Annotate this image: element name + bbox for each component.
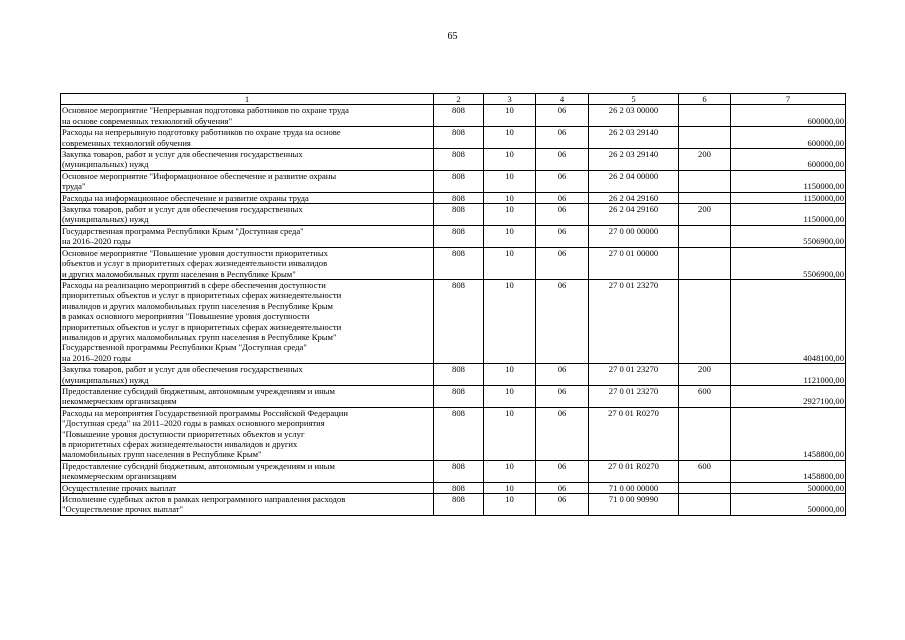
item-name: Расходы на информационное обеспечение и развитие охраны труда (61, 192, 434, 203)
expense-type-code (679, 105, 731, 127)
amount: 1150000,00 (731, 170, 846, 192)
item-name: Расходы на мероприятия Государственной программы Российской Федерации "Доступная среда" на 2011–2020 годы в рамках основного мероприятия "Повышение уровня доступности приоритетных объектов и услуг в приоритетных сферах жизнедеятельности инвалидов и других маломобильных групп населения в Республике Крым" (61, 407, 434, 460)
ministry-code: 808 (434, 170, 484, 192)
expense-type-code (679, 407, 731, 460)
item-name: Расходы на реализацию мероприятий в сфере обеспечения доступности приоритетных объектов и услуг в приоритетных сферах жизнедеятельности инвалидов и других маломобильных групп населения в Республике Крым в рамках основного мероприятия "Повышение уровня доступности приоритетных объектов и услуг в приоритетных сферах жизнедеятельности инвалидов и других маломобильных групп населения в Республике Крым" Государственной программы Республики Крым "Доступная среда" на 2016–2020 годы (61, 279, 434, 363)
amount: 4048100,00 (731, 279, 846, 363)
ministry-code: 808 (434, 482, 484, 493)
table-row (61, 192, 846, 203)
ministry-code: 808 (434, 127, 484, 149)
section-code: 10 (484, 204, 536, 226)
header-cell: 3 (484, 94, 536, 105)
expense-type-code (679, 279, 731, 363)
target-article-code: 26 2 04 29160 (589, 204, 679, 226)
target-article-code: 71 0 00 90990 (589, 494, 679, 516)
target-article-code: 27 0 01 R0270 (589, 407, 679, 460)
expense-type-code: 600 (679, 385, 731, 407)
table-row (61, 170, 846, 192)
target-article-code: 26 2 03 29140 (589, 127, 679, 149)
section-code: 10 (484, 460, 536, 482)
expense-type-code: 200 (679, 204, 731, 226)
subsection-code: 06 (536, 407, 589, 460)
header-cell: 4 (536, 94, 589, 105)
expense-type-code (679, 494, 731, 516)
amount: 600000,00 (731, 149, 846, 171)
target-article-code: 27 0 01 23270 (589, 385, 679, 407)
expense-type-code: 600 (679, 460, 731, 482)
item-name: Исполнение судебных актов в рамках непрограммного направления расходов "Осуществление прочих выплат" (61, 494, 434, 516)
expense-type-code (679, 127, 731, 149)
amount: 2927100,00 (731, 385, 846, 407)
ministry-code: 808 (434, 494, 484, 516)
subsection-code: 06 (536, 204, 589, 226)
subsection-code: 06 (536, 170, 589, 192)
table-row (61, 204, 846, 226)
section-code: 10 (484, 407, 536, 460)
subsection-code: 06 (536, 192, 589, 203)
ministry-code: 808 (434, 192, 484, 203)
table-row (61, 482, 846, 493)
section-code: 10 (484, 482, 536, 493)
target-article-code: 27 0 00 00000 (589, 225, 679, 247)
header-cell: 5 (589, 94, 679, 105)
amount: 1150000,00 (731, 192, 846, 203)
amount: 1458800,00 (731, 460, 846, 482)
header-cell: 1 (61, 94, 434, 105)
subsection-code: 06 (536, 385, 589, 407)
table-row (61, 385, 846, 407)
ministry-code: 808 (434, 149, 484, 171)
item-name: Закупка товаров, работ и услуг для обеспечения государственных (муниципальных) нужд (61, 204, 434, 226)
ministry-code: 808 (434, 204, 484, 226)
item-name: Закупка товаров, работ и услуг для обеспечения государственных (муниципальных) нужд (61, 364, 434, 386)
item-name: Основное мероприятие "Повышение уровня доступности приоритетных объектов и услуг в приоритетных сферах жизнедеятельности инвалидов и других маломобильных групп населения в Республике Крым" (61, 247, 434, 279)
expense-type-code: 200 (679, 364, 731, 386)
ministry-code: 808 (434, 225, 484, 247)
amount: 600000,00 (731, 105, 846, 127)
section-code: 10 (484, 170, 536, 192)
table-row (61, 127, 846, 149)
subsection-code: 06 (536, 460, 589, 482)
ministry-code: 808 (434, 364, 484, 386)
ministry-code: 808 (434, 105, 484, 127)
target-article-code: 27 0 01 23270 (589, 364, 679, 386)
table-row (61, 407, 846, 460)
amount: 1150000,00 (731, 204, 846, 226)
target-article-code: 27 0 01 00000 (589, 247, 679, 279)
ministry-code: 808 (434, 460, 484, 482)
target-article-code: 26 2 03 00000 (589, 105, 679, 127)
table-row (61, 149, 846, 171)
subsection-code: 06 (536, 225, 589, 247)
section-code: 10 (484, 149, 536, 171)
subsection-code: 06 (536, 149, 589, 171)
ministry-code: 808 (434, 279, 484, 363)
section-code: 10 (484, 364, 536, 386)
section-code: 10 (484, 494, 536, 516)
expense-type-code (679, 170, 731, 192)
expense-type-code (679, 225, 731, 247)
section-code: 10 (484, 385, 536, 407)
expense-type-code (679, 482, 731, 493)
ministry-code: 808 (434, 407, 484, 460)
item-name: Закупка товаров, работ и услуг для обеспечения государственных (муниципальных) нужд (61, 149, 434, 171)
subsection-code: 06 (536, 494, 589, 516)
section-code: 10 (484, 225, 536, 247)
target-article-code: 27 0 01 R0270 (589, 460, 679, 482)
section-code: 10 (484, 247, 536, 279)
amount: 5506900,00 (731, 225, 846, 247)
page-number: 65 (447, 31, 458, 42)
amount: 1458800,00 (731, 407, 846, 460)
item-name: Основное мероприятие "Информационное обеспечение и развитие охраны труда" (61, 170, 434, 192)
target-article-code: 26 2 04 00000 (589, 170, 679, 192)
table-row (61, 364, 846, 386)
header-cell: 7 (731, 94, 846, 105)
subsection-code: 06 (536, 279, 589, 363)
expense-type-code: 200 (679, 149, 731, 171)
header-row (61, 94, 846, 105)
section-code: 10 (484, 105, 536, 127)
subsection-code: 06 (536, 364, 589, 386)
target-article-code: 26 2 04 29160 (589, 192, 679, 203)
header-cell: 2 (434, 94, 484, 105)
table-row (61, 105, 846, 127)
item-name: Основное мероприятие "Непрерывная подготовка работников по охране труда на основе современных технологий обучения" (61, 105, 434, 127)
item-name: Предоставление субсидий бюджетным, автономным учреждениям и иным некоммерческим организациям (61, 385, 434, 407)
target-article-code: 26 2 03 29140 (589, 149, 679, 171)
ministry-code: 808 (434, 247, 484, 279)
budget-table (60, 93, 846, 516)
amount: 1121000,00 (731, 364, 846, 386)
table-row (61, 494, 846, 516)
target-article-code: 71 0 00 00000 (589, 482, 679, 493)
subsection-code: 06 (536, 127, 589, 149)
section-code: 10 (484, 127, 536, 149)
amount: 5506900,00 (731, 247, 846, 279)
item-name: Предоставление субсидий бюджетным, автономным учреждениям и иным некоммерческим организациям (61, 460, 434, 482)
subsection-code: 06 (536, 482, 589, 493)
table-row (61, 279, 846, 363)
target-article-code: 27 0 01 23270 (589, 279, 679, 363)
item-name: Расходы на непрерывную подготовку работников по охране труда на основе современных технологий обучения (61, 127, 434, 149)
item-name: Государственная программа Республики Крым "Доступная среда" на 2016–2020 годы (61, 225, 434, 247)
subsection-code: 06 (536, 247, 589, 279)
subsection-code: 06 (536, 105, 589, 127)
item-name: Осуществление прочих выплат (61, 482, 434, 493)
table-row (61, 460, 846, 482)
amount: 500000,00 (731, 482, 846, 493)
section-code: 10 (484, 192, 536, 203)
amount: 500000,00 (731, 494, 846, 516)
section-code: 10 (484, 279, 536, 363)
expense-type-code (679, 247, 731, 279)
header-cell: 6 (679, 94, 731, 105)
expense-type-code (679, 192, 731, 203)
table-row (61, 225, 846, 247)
amount: 600000,00 (731, 127, 846, 149)
table-row (61, 247, 846, 279)
ministry-code: 808 (434, 385, 484, 407)
